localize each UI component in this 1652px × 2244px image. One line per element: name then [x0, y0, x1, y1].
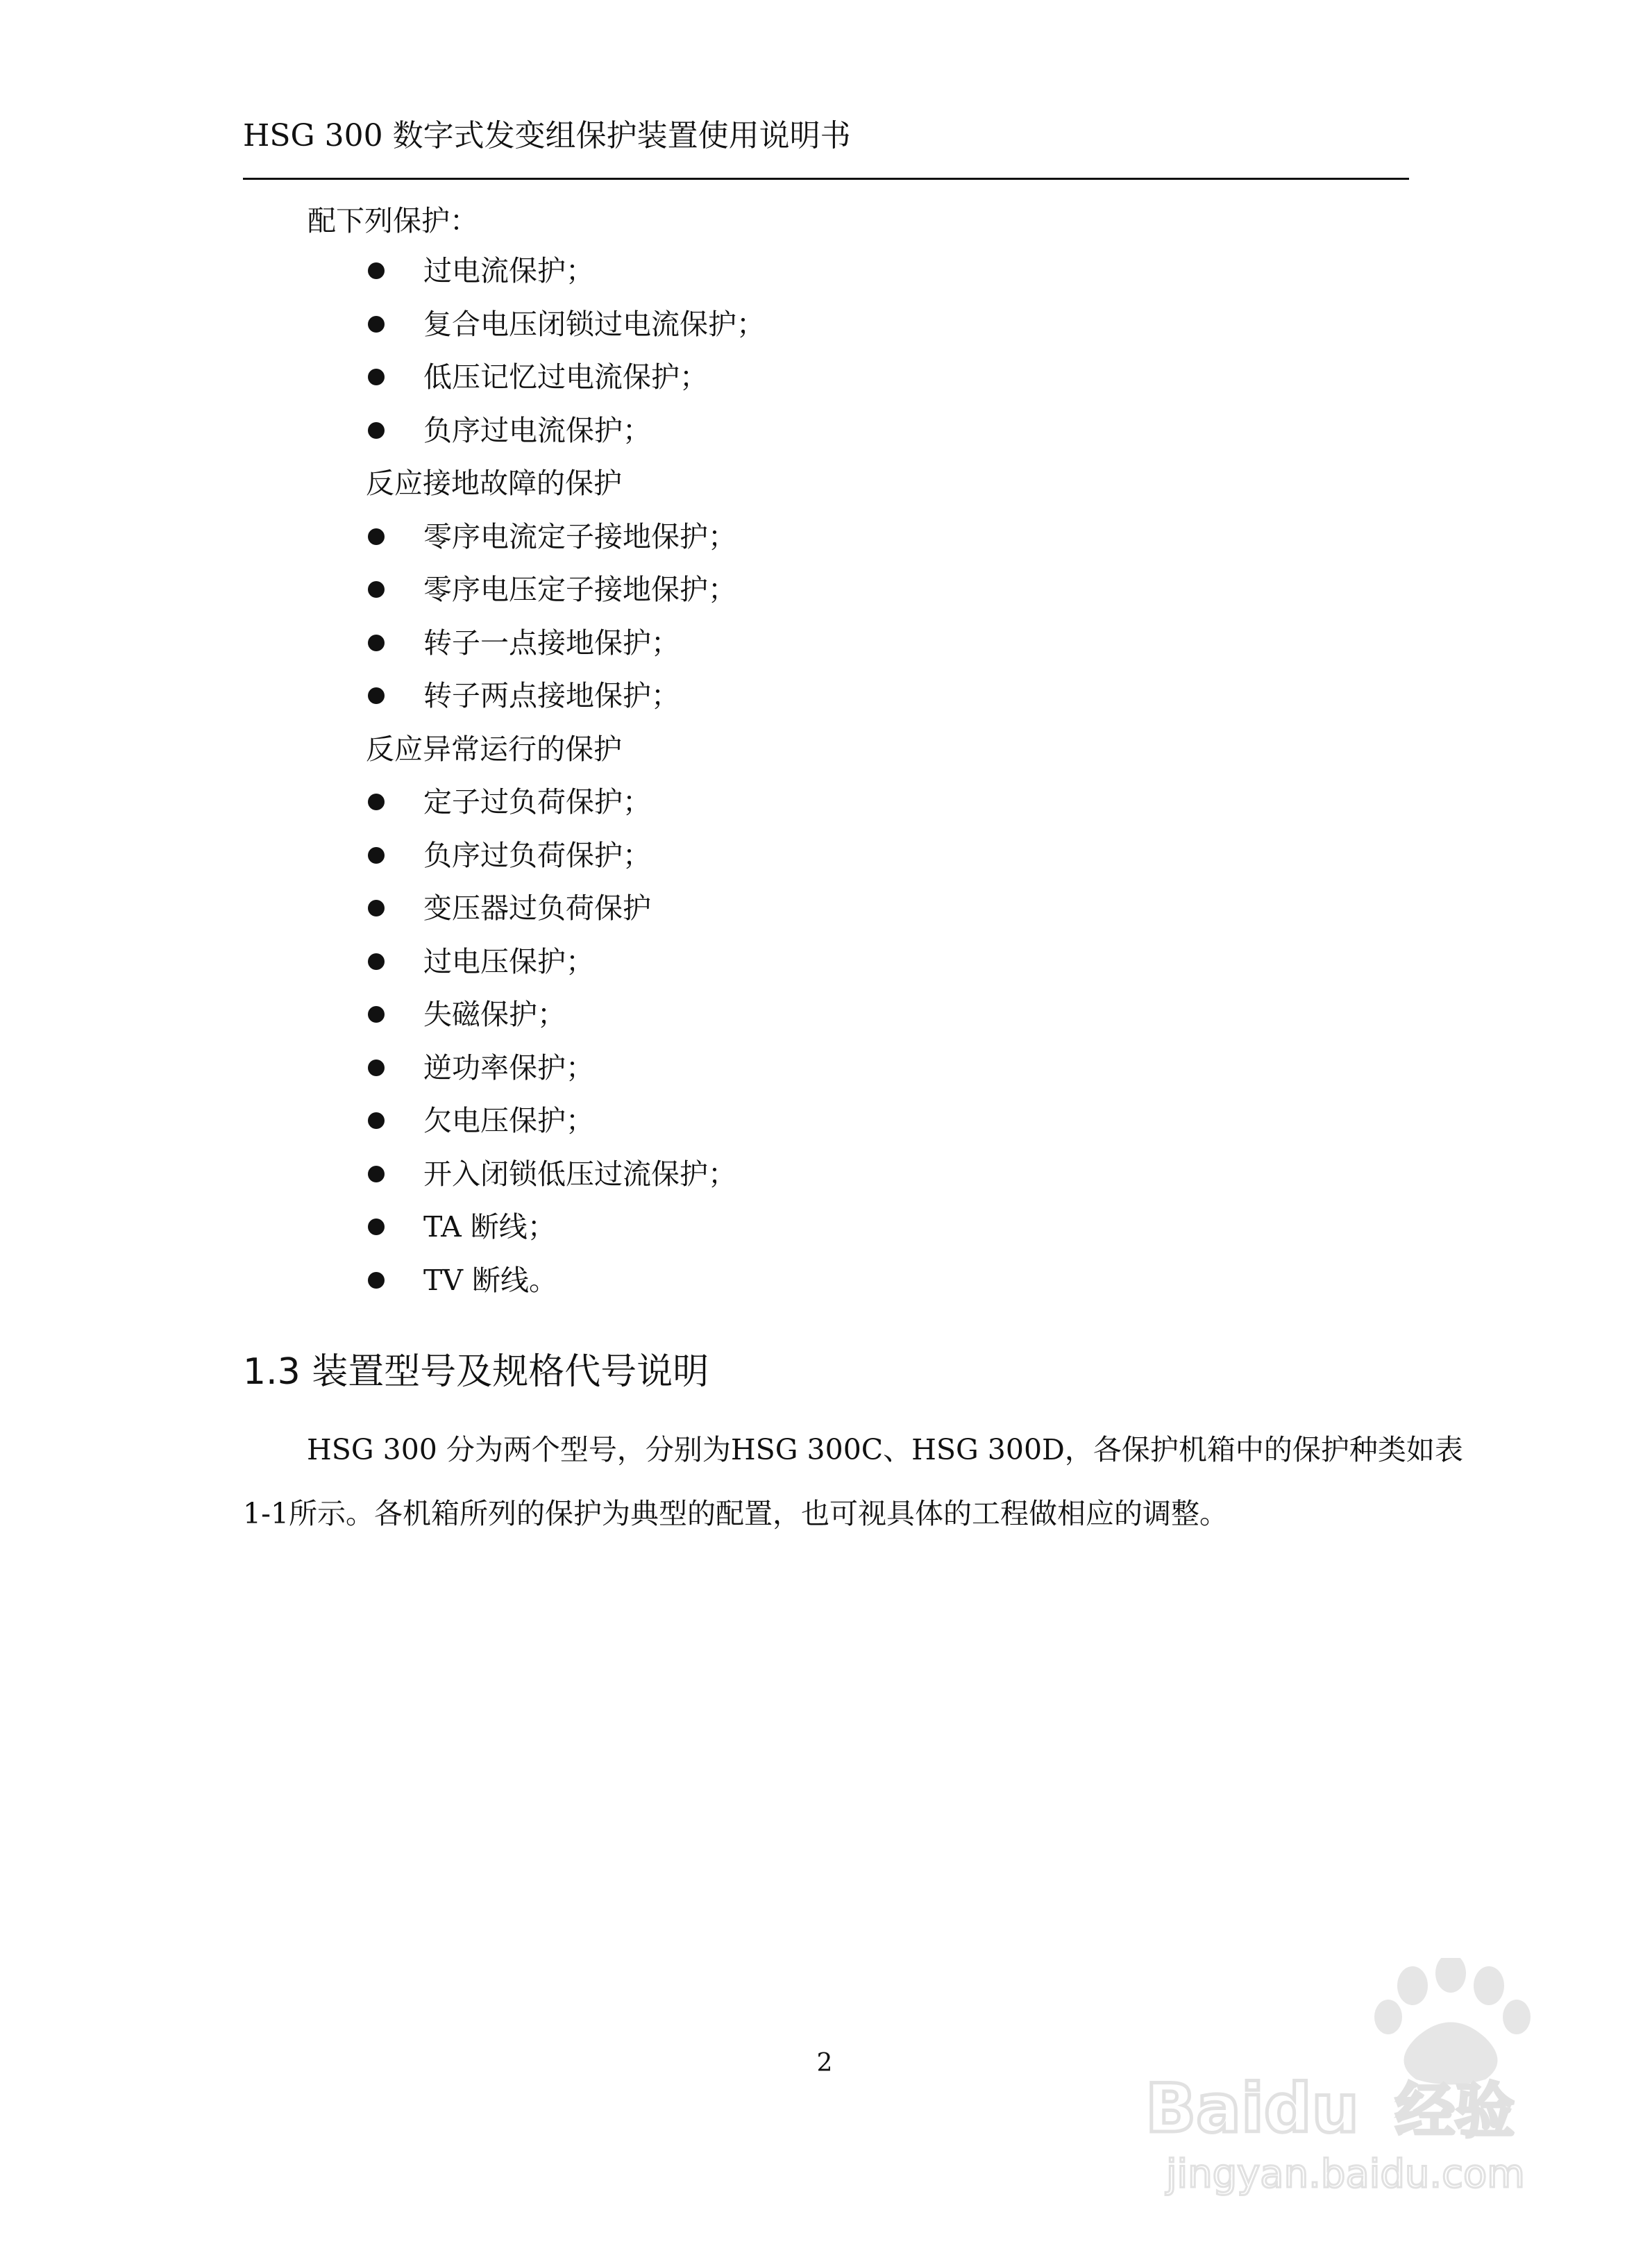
list-item-text: 欠电压保护；	[423, 1104, 594, 1137]
watermark-url: jingyan.baidu.com	[1166, 2152, 1525, 2197]
page-number: 2	[816, 2049, 833, 2077]
list-item-text: 负序过负荷保护；	[423, 839, 651, 872]
paw-icon	[1374, 1958, 1531, 2085]
list-item-text: 转子一点接地保护；	[423, 626, 680, 660]
watermark-brand-suffix: 经验	[1395, 2077, 1515, 2146]
list-item-text: 定子过负荷保护；	[423, 785, 651, 819]
bullet-icon	[368, 1006, 385, 1023]
bullet-icon	[368, 635, 385, 651]
bullet-icon	[368, 1060, 385, 1076]
section-heading: 1.3 装置型号及规格代号说明	[243, 1351, 709, 1393]
bullet-icon	[368, 369, 385, 385]
group-heading: 反应异常运行的保护	[366, 732, 622, 766]
watermark-brand: Baidu	[1145, 2070, 1359, 2147]
list-item-text: 复合电压闭锁过电流保护；	[423, 308, 765, 341]
list-item-text: 低压记忆过电流保护；	[423, 360, 708, 394]
list-item-text: 变压器过负荷保护	[423, 891, 651, 925]
list-item-text: 过电压保护；	[423, 945, 594, 978]
bullet-icon	[368, 900, 385, 916]
list-item-text: 零序电流定子接地保护；	[423, 520, 736, 553]
bullet-icon	[368, 316, 385, 333]
section-paragraph	[243, 1418, 1463, 1546]
list-item-text: 逆功率保护；	[423, 1051, 594, 1085]
list-item-text: 负序过电流保护；	[423, 414, 651, 447]
list-item-text: TV 断线。	[423, 1264, 557, 1297]
bullet-icon	[368, 262, 385, 279]
bullet-icon	[368, 847, 385, 864]
bullet-icon	[368, 1272, 385, 1289]
bullet-icon	[368, 794, 385, 810]
bullet-icon	[368, 953, 385, 970]
baidu-jingyan-watermark	[1138, 1958, 1583, 2201]
header-divider	[243, 178, 1409, 180]
bullet-icon	[368, 1112, 385, 1129]
bullet-icon	[368, 1219, 385, 1235]
page-header-title: HSG 300 数字式发变组保护装置使用说明书	[243, 118, 851, 153]
intro-text: 配下列保护：	[307, 204, 478, 237]
list-item-text: TA 断线；	[423, 1210, 556, 1244]
bullet-icon	[368, 422, 385, 439]
paragraph-line: 1-1所示。各机箱所列的保护为典型的配置，也可视具体的工程做相应的调整。	[243, 1497, 1229, 1530]
list-item-text: 转子两点接地保护；	[423, 679, 680, 712]
bullet-icon	[368, 528, 385, 545]
bullet-icon	[368, 687, 385, 704]
list-item-text: 过电流保护；	[423, 254, 594, 287]
paragraph-line: HSG 300 分为两个型号，分别为HSG 300C、HSG 300D，各保护机箱中的保护种类如表	[307, 1433, 1463, 1466]
list-item-text: 开入闭锁低压过流保护；	[423, 1157, 736, 1191]
list-item-text: 零序电压定子接地保护；	[423, 573, 736, 606]
bullet-icon	[368, 1166, 385, 1182]
bullet-icon	[368, 581, 385, 598]
list-item-text: 失磁保护；	[423, 998, 566, 1031]
group-heading: 反应接地故障的保护	[366, 467, 622, 500]
